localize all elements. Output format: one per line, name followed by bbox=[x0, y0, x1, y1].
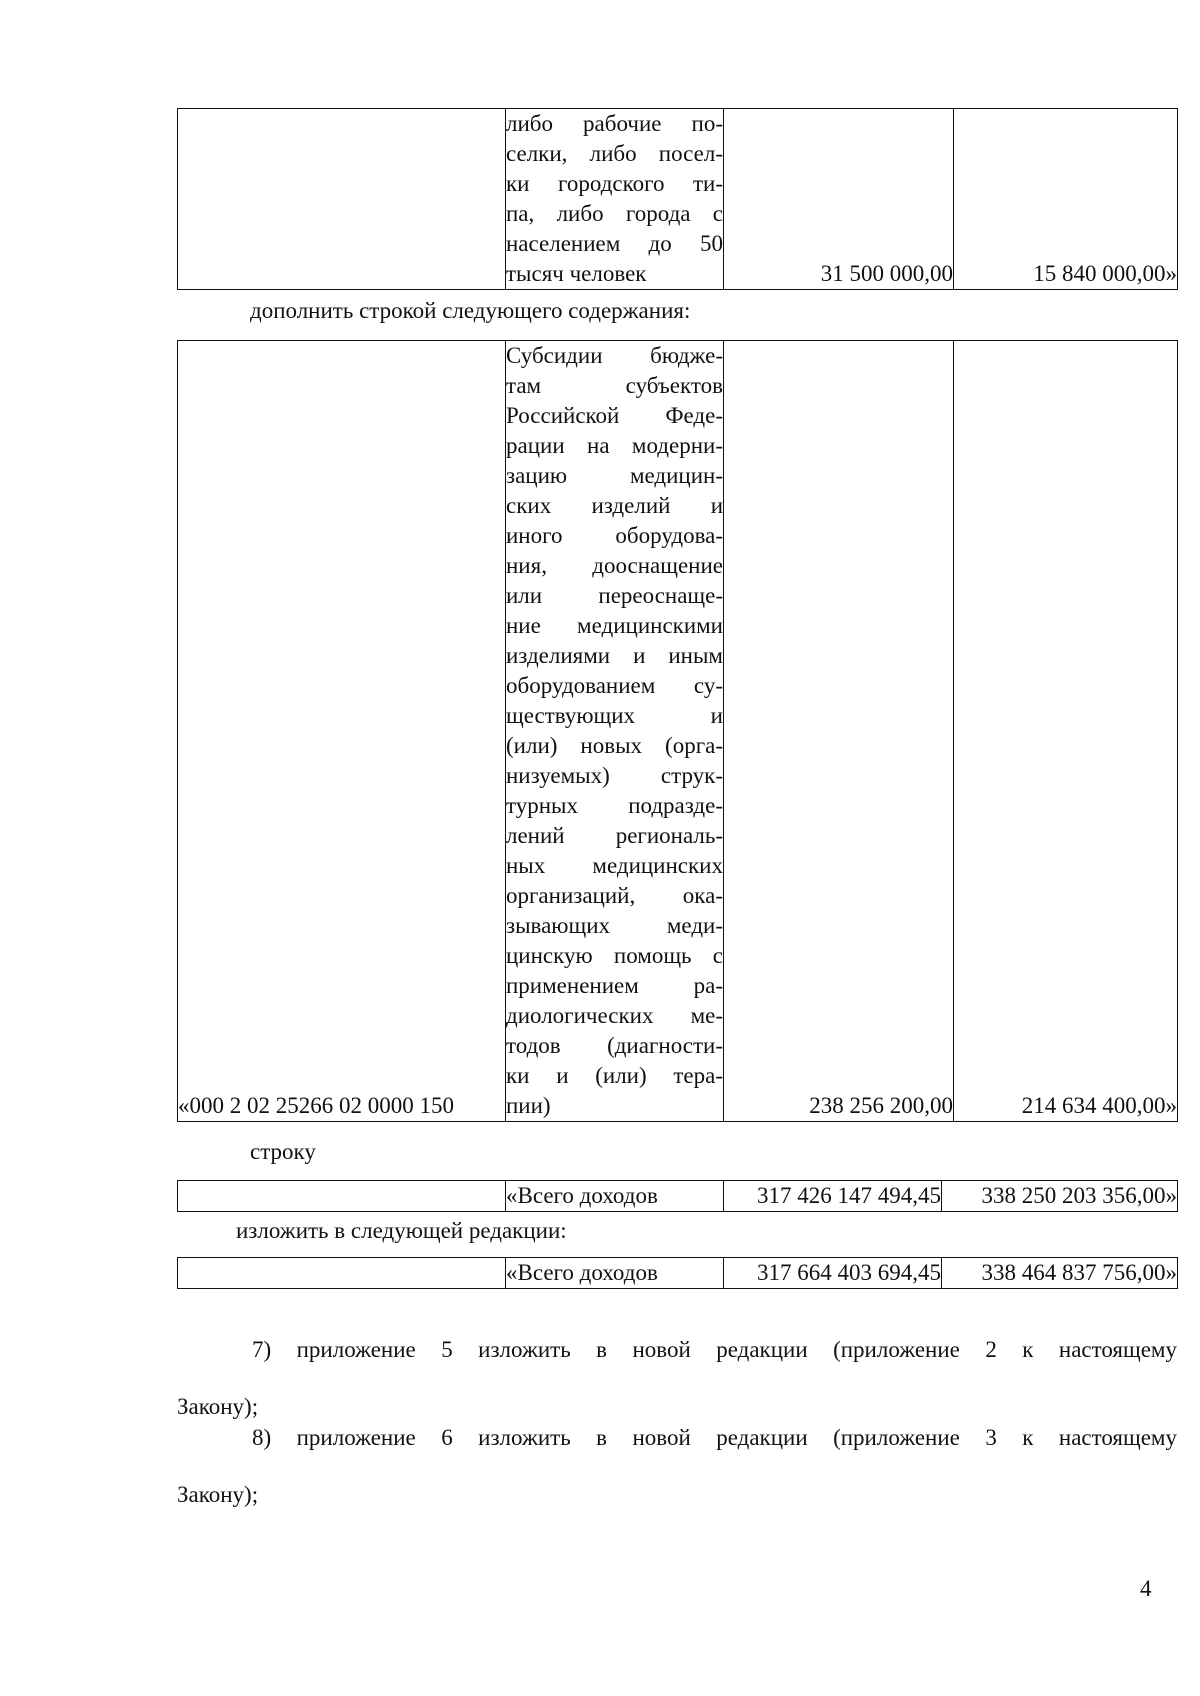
name-line: применением ра- bbox=[506, 973, 723, 998]
name-line: изделиями и иным bbox=[506, 643, 723, 668]
name-line: ки городского ти- bbox=[506, 171, 723, 196]
name-line: цинскую помощь с bbox=[506, 943, 723, 968]
name-line: тодов (диагности- bbox=[506, 1033, 723, 1058]
name-line: или переоснаще- bbox=[506, 583, 723, 608]
item-8-line: 8) приложение 6 изложить в новой редакции (приложение 3 к настоящему bbox=[252, 1425, 1177, 1450]
name-line: ния, дооснащение bbox=[506, 553, 723, 578]
name-line: тысяч человек bbox=[506, 261, 647, 286]
name-line: либо рабочие по- bbox=[506, 111, 723, 136]
name-line: Субсидии бюдже- bbox=[506, 343, 723, 368]
value-2023-cell: 238 256 200,00 bbox=[724, 341, 954, 1122]
value-2024-cell: 338 464 837 756,00» bbox=[942, 1258, 1178, 1289]
name-line: ских изделий и bbox=[506, 493, 723, 518]
table-total-old bbox=[177, 1180, 1178, 1212]
item-7-continuation: Закону); bbox=[177, 1394, 259, 1419]
caption-row: строку bbox=[250, 1139, 316, 1164]
code-cell bbox=[178, 109, 506, 290]
name-line: ние медицинскими bbox=[506, 613, 723, 638]
value-2024-cell: 15 840 000,00» bbox=[954, 109, 1178, 290]
caption-new-edition: изложить в следующей редакции: bbox=[236, 1218, 567, 1243]
code-cell bbox=[178, 1258, 506, 1289]
name-line: там субъектов bbox=[506, 373, 723, 398]
code-cell: «000 2 02 25266 02 0000 150 bbox=[178, 341, 506, 1122]
name-line: турных подразде- bbox=[506, 793, 723, 818]
name-line: иного оборудова- bbox=[506, 523, 723, 548]
name-line: селки, либо посел- bbox=[506, 141, 723, 166]
name-line: оборудованием су- bbox=[506, 673, 723, 698]
value-2023-cell: 317 426 147 494,45 bbox=[724, 1181, 942, 1212]
name-cell bbox=[506, 109, 724, 290]
name-line: па, либо города с bbox=[506, 201, 723, 226]
value-2024-cell: 338 250 203 356,00» bbox=[942, 1181, 1178, 1212]
table-row bbox=[178, 1181, 1178, 1212]
name-line: диологических ме- bbox=[506, 1003, 723, 1028]
name-line: рации на модерни- bbox=[506, 433, 723, 458]
name-line: ки и (или) тера- bbox=[506, 1063, 723, 1088]
name-cell bbox=[506, 341, 724, 1122]
name-line: лений региональ- bbox=[506, 823, 723, 848]
page-number: 4 bbox=[1140, 1576, 1152, 1601]
item-8-paragraph bbox=[177, 1423, 1177, 1510]
table-total-new bbox=[177, 1257, 1178, 1289]
name-line: зывающих меди- bbox=[506, 913, 723, 938]
item-8-continuation: Закону); bbox=[177, 1482, 259, 1507]
name-line: ществующих и bbox=[506, 703, 723, 728]
table-row bbox=[178, 109, 1178, 290]
value-2023-cell: 31 500 000,00 bbox=[724, 109, 954, 290]
table-new-row bbox=[177, 340, 1178, 1122]
value-2023-cell: 317 664 403 694,45 bbox=[724, 1258, 942, 1289]
name-line: зацию медицин- bbox=[506, 463, 723, 488]
name-line: Российской Феде- bbox=[506, 403, 723, 428]
name-line: населением до 50 bbox=[506, 231, 723, 256]
code-cell bbox=[178, 1181, 506, 1212]
table-continuation bbox=[177, 108, 1178, 290]
item-7-line: 7) приложение 5 изложить в новой редакции (приложение 2 к настоящему bbox=[252, 1337, 1177, 1362]
table-row bbox=[178, 1258, 1178, 1289]
name-line: ных медицинских bbox=[506, 853, 723, 878]
name-cell: «Всего доходов bbox=[506, 1181, 724, 1212]
name-line: низуемых) струк- bbox=[506, 763, 723, 788]
caption-add-row: дополнить строкой следующего содержания: bbox=[250, 298, 691, 323]
name-line: пии) bbox=[506, 1093, 551, 1118]
table-row bbox=[178, 341, 1178, 1122]
name-line: (или) новых (орга- bbox=[506, 733, 723, 758]
item-7-paragraph bbox=[177, 1335, 1177, 1422]
name-cell: «Всего доходов bbox=[506, 1258, 724, 1289]
value-2024-cell: 214 634 400,00» bbox=[954, 341, 1178, 1122]
name-line: организаций, ока- bbox=[506, 883, 723, 908]
